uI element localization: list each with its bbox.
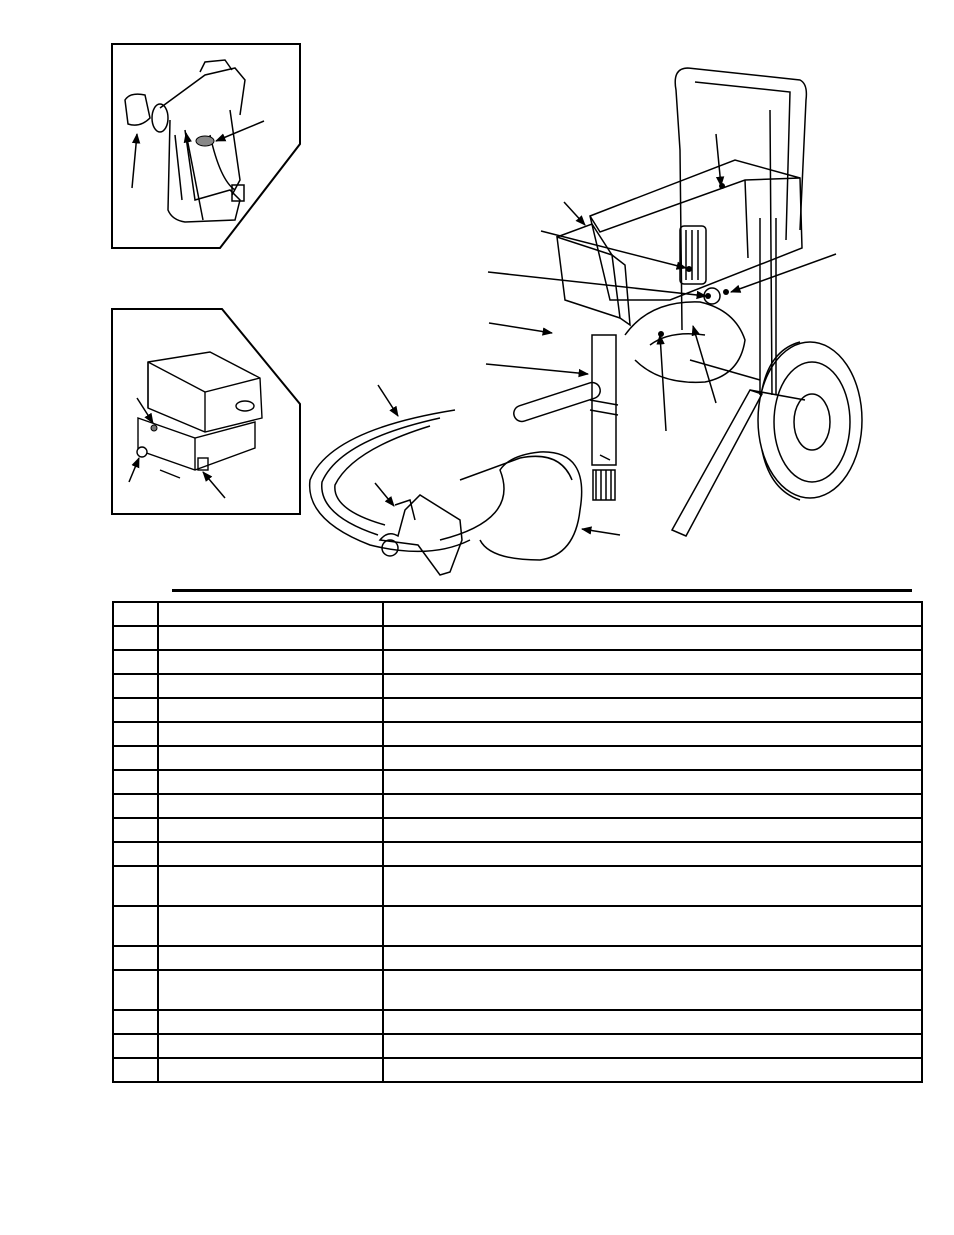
pump-lower <box>592 335 616 465</box>
cell-description <box>383 794 922 818</box>
callout-dots <box>658 183 729 337</box>
cell-name <box>158 946 383 970</box>
table-row <box>113 1058 922 1082</box>
cell-item <box>113 746 158 770</box>
table-row <box>113 650 922 674</box>
wheel-hub <box>794 394 830 450</box>
table-row <box>113 626 922 650</box>
cell-name <box>158 1010 383 1034</box>
table-row <box>113 818 922 842</box>
cell-item <box>113 698 158 722</box>
cell-description <box>383 770 922 794</box>
cell-description <box>383 866 922 906</box>
control-inset <box>112 309 300 514</box>
table-row <box>113 794 922 818</box>
cell-item <box>113 906 158 946</box>
cell-name <box>158 722 383 746</box>
cell-name <box>158 650 383 674</box>
cell-name <box>158 906 383 946</box>
table-row <box>113 906 922 946</box>
cell-description <box>383 602 922 626</box>
spray-gun <box>380 495 462 575</box>
cell-item <box>113 970 158 1010</box>
cell-name <box>158 770 383 794</box>
indicator-light-detail <box>151 425 157 431</box>
cell-description <box>383 906 922 946</box>
table-row <box>113 866 922 906</box>
table-row <box>113 842 922 866</box>
table-row <box>113 1010 922 1034</box>
cell-item <box>113 818 158 842</box>
control-box-detail-drawing <box>138 352 262 478</box>
cell-name <box>158 674 383 698</box>
cell-description <box>383 650 922 674</box>
cell-item <box>113 1058 158 1082</box>
table-row <box>113 602 922 626</box>
table-row <box>113 770 922 794</box>
cell-description <box>383 818 922 842</box>
cell-name <box>158 602 383 626</box>
cell-description <box>383 722 922 746</box>
control-knob-detail <box>137 447 147 457</box>
cell-description <box>383 1034 922 1058</box>
table-row <box>113 722 922 746</box>
section-rule <box>172 589 912 592</box>
whip-hose <box>460 456 572 480</box>
cell-item <box>113 674 158 698</box>
cart-rails <box>680 110 776 395</box>
cell-description <box>383 626 922 650</box>
parts-table <box>112 601 923 1083</box>
cell-description <box>383 946 922 970</box>
table-row <box>113 674 922 698</box>
sprayer-illustration <box>0 0 954 600</box>
cell-name <box>158 698 383 722</box>
cell-name <box>158 1034 383 1058</box>
table-row <box>113 746 922 770</box>
cart-leg <box>672 390 762 536</box>
cell-description <box>383 698 922 722</box>
cell-item <box>113 650 158 674</box>
sprayer-main-drawing <box>310 68 862 575</box>
cell-item <box>113 626 158 650</box>
cell-item <box>113 1010 158 1034</box>
cell-item <box>113 770 158 794</box>
table-row <box>113 698 922 722</box>
cell-description <box>383 970 922 1010</box>
cell-name <box>158 626 383 650</box>
parts-table-body <box>113 602 922 1082</box>
cell-item <box>113 946 158 970</box>
cell-description <box>383 746 922 770</box>
cell-description <box>383 1058 922 1082</box>
cell-name <box>158 842 383 866</box>
pressure-filter <box>680 226 706 284</box>
gun-callout-arrows <box>132 121 264 220</box>
cell-item <box>113 866 158 906</box>
gun-inset <box>112 44 300 248</box>
cell-name <box>158 818 383 842</box>
cell-item <box>113 842 158 866</box>
cell-description <box>383 1010 922 1034</box>
cell-name <box>158 866 383 906</box>
table-row <box>113 1034 922 1058</box>
cell-item <box>113 722 158 746</box>
paint-hose <box>310 410 470 551</box>
cell-name <box>158 1058 383 1082</box>
cell-item <box>113 1034 158 1058</box>
cart-handle <box>675 68 806 240</box>
cell-description <box>383 674 922 698</box>
prime-tube <box>512 380 603 423</box>
cell-item <box>113 602 158 626</box>
table-row <box>113 970 922 1010</box>
cell-name <box>158 970 383 1010</box>
spray-gun-detail-drawing <box>125 60 245 222</box>
cell-description <box>383 842 922 866</box>
cell-name <box>158 746 383 770</box>
table-row <box>113 946 922 970</box>
cell-name <box>158 794 383 818</box>
cell-item <box>113 794 158 818</box>
trigger-lock-detail <box>196 136 214 146</box>
